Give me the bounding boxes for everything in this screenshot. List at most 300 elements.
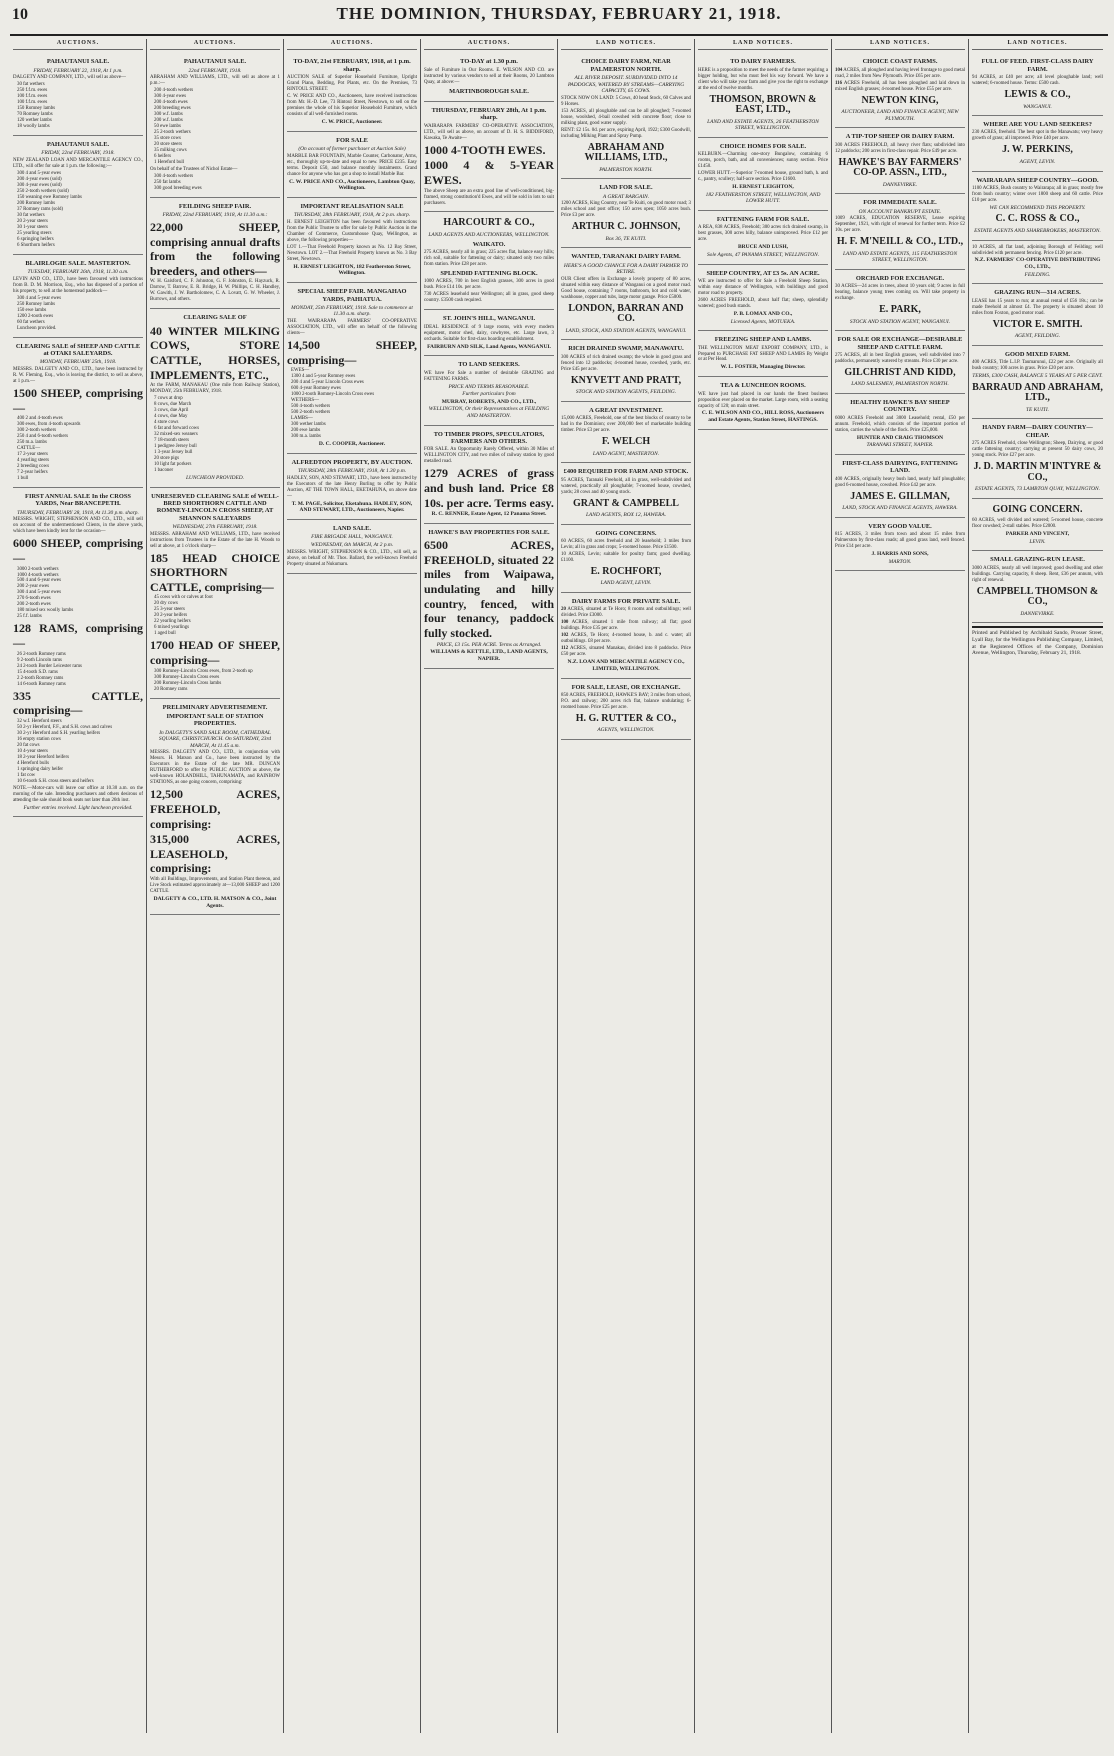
ad-lewis bbox=[972, 53, 1103, 116]
ad-title: WAIKATO. bbox=[472, 240, 506, 248]
ad-title: BLAIRLOGIE SALE. MASTERTON. bbox=[25, 259, 131, 267]
ad-orchard-exchange bbox=[835, 270, 965, 331]
ad-title: TO-DAY, 21st FEBRUARY, 1918, at 1 p.m. sharp. bbox=[293, 58, 411, 73]
list-item: 300 Romney-Lincoln Cross ewes, from 2-tooth up bbox=[154, 668, 253, 674]
ad-land-for-sale-bargain bbox=[561, 179, 691, 248]
ad-title: CHOICE HOMES FOR SALE. bbox=[719, 142, 807, 150]
item-list bbox=[13, 567, 143, 621]
column-head: AUCTIONS. bbox=[150, 39, 280, 50]
ad-subtitle: IMPORTANT SALE OF STATION PROPERTIES. bbox=[166, 712, 264, 728]
list-item: 112 ACRES, situated Manakau, divided into 8 paddocks. Price £50 per acre. bbox=[561, 646, 691, 658]
list-item: 16 empty station cows bbox=[17, 736, 61, 742]
ad-subtitle: SPLENDID FATTENING BLOCK. bbox=[440, 269, 538, 277]
ad-barraud bbox=[972, 346, 1103, 420]
list-item: 250 f.f.m. ewes bbox=[17, 88, 48, 94]
ad-headline: 335 CATTLE, comprising— bbox=[13, 688, 143, 718]
ad-body: HERE is a proposition to meet the needs of the farmer requiring a bigger holding, but who must feel his way forward. We have a client who will take your farm and give you the right to exchange at the end of twelve months. bbox=[698, 67, 828, 91]
list-item: 100 f.f.m. ewes bbox=[17, 94, 48, 100]
list-item: 250 fat lambs bbox=[154, 180, 181, 185]
ad-gilchrist-kidd bbox=[835, 331, 965, 394]
list-item: 102 ACRES, Te Horo; 4-roomed house, b. and c. water; all outbuildings. £8 per acre. bbox=[561, 633, 691, 645]
column-head: LAND NOTICES. bbox=[561, 39, 691, 50]
ad-feilding-coop bbox=[972, 241, 1103, 285]
list-item: 10 6-tooth S.H. cross steers and heifers bbox=[17, 778, 94, 784]
list-item: 3000 2-tooth wethers bbox=[17, 566, 59, 572]
advertiser-name: VICTOR E. SMITH. bbox=[992, 318, 1083, 330]
column-4 bbox=[421, 39, 558, 1733]
ad-body: 400 ACRES, Title L.I.P. Taumarunui, £22 per acre. Originally all bush country; 100 acres in grass. Price £20 per acre. bbox=[972, 360, 1103, 372]
list-item: 100 f.f.m. ewes bbox=[17, 100, 48, 106]
ad-date: 22nd FEBRUARY, 1918. bbox=[188, 67, 242, 74]
list-item: 300 Romney-Lincoln Cross ewes bbox=[154, 674, 220, 680]
ad-blairlogie-sale bbox=[13, 255, 143, 338]
advertiser-name: H. G. RUTTER & CO., bbox=[575, 712, 677, 724]
list-item: 300 4 and 5-year ewes bbox=[17, 590, 61, 596]
list-item: 25 2-tooth wethers bbox=[154, 130, 191, 136]
ad-sale-lease-exchange bbox=[561, 679, 691, 740]
ad-title: LAND FOR SALE. bbox=[599, 184, 653, 192]
item-list bbox=[13, 719, 143, 785]
ad-body: A REA, 838 ACRES, Freehold; 300 acres rich drained swamp, in best grasses, 300 acres hilly, balance unimproved. Price £12 per acre. bbox=[698, 225, 828, 243]
list-item: 300 4-year ewes (sold) bbox=[17, 183, 62, 189]
ad-headline: 12,500 ACRES, FREEHOLD, comprising: bbox=[150, 787, 280, 831]
list-item: 116 ACRES Freehold, all has been ploughed and laid down in mixed English grasses; 4-roomed house. Price £55 per acre. bbox=[835, 80, 965, 92]
list-item: 6 springing heifers bbox=[17, 236, 54, 242]
list-item: 300 w.f. lambs bbox=[154, 112, 183, 118]
ad-subtitle: LAND AGENTS AND AUCTIONEERS, WELLINGTON. bbox=[428, 231, 550, 238]
ad-title: GOOD MIXED FARM. bbox=[1004, 350, 1071, 358]
ad-body: 153 ACRES, all ploughable and can be all ploughed; 7-roomed house, woolshed, 4-bail cowshed with concrete floor; close to milking plant, good water supply. bbox=[561, 108, 691, 126]
list-item: 2 2-tooth Romney rams bbox=[17, 675, 64, 681]
ad-title: ST. JOHN'S HILL, WANGANUI. bbox=[442, 315, 536, 323]
advertiser-name: LONDON, BARRAN AND CO. bbox=[568, 302, 684, 325]
ad-body: 850 ACRES, FREEHOLD, HAWKE'S BAY; 3 miles from school, P.O. and railway; 200 acres rich flat, balance undulating; 6-roomed house. Price £25 per acre. bbox=[561, 692, 691, 710]
list-item: 1 springing dairy heifer bbox=[17, 766, 64, 772]
ad-subtitle: FIRE BRIGADE HALL, WANGANUI. bbox=[311, 534, 393, 541]
list-item: 7 2-year heifers bbox=[17, 470, 48, 476]
ad-headline: 315,000 ACRES, LEASEHOLD, comprising: bbox=[150, 832, 280, 876]
ad-unreserved-clearing-sale bbox=[150, 488, 280, 699]
advertiser-name: C. C. ROSS & CO., bbox=[995, 213, 1080, 225]
ad-title: HEALTHY HAWKE'S BAY SHEEP COUNTRY. bbox=[850, 399, 950, 414]
ad-body: WE CAN RECOMMEND THIS PROPERTY. bbox=[989, 204, 1086, 211]
ad-signature: T. M. PAGE, Solicitor, Eketahuna. HADLEY, SON, AND STEWART, LTD., Auctioneers, Napier. bbox=[291, 500, 413, 514]
list-item: 30 1-year steers bbox=[17, 224, 48, 230]
ad-body: ABRAHAM AND WILLIAMS, LTD., will sell as above at 1 p.m.:— bbox=[150, 75, 280, 87]
list-item: 14 6-tooth Romney rams bbox=[17, 681, 66, 687]
ad-headline: 1279 ACRES of grass and bush land. Price £8 10s. per acre. Terms easy. bbox=[424, 466, 554, 510]
list-item: 1000 4-tooth wethers bbox=[17, 572, 59, 578]
ad-signature: H. ERNEST LEIGHTON, bbox=[732, 184, 794, 191]
list-item: 300 4 and 5-year ewes bbox=[17, 171, 61, 177]
advertiser-place: LAND SALESMEN, PALMERSTON NORTH. bbox=[851, 381, 949, 388]
advertiser-place: Sole Agents, 47 PANAMA STREET, WELLINGTON. bbox=[706, 251, 820, 258]
list-item: 200 4 and 5-year Lincoln Cross ewes bbox=[291, 380, 364, 386]
advertiser-place: Licensed Agents, MOTUEKA. bbox=[730, 318, 796, 325]
column-8 bbox=[969, 39, 1106, 1733]
list-item: 300 4-year ewes bbox=[154, 94, 187, 100]
ad-subtitle: HERE'S A GOOD CHANCE FOR A DAIRY FARMER TO RETIRE. bbox=[563, 262, 689, 276]
ad-signature: MURRAY, ROBERTS, AND CO., LTD., bbox=[441, 398, 537, 405]
list-item: 35 store cows bbox=[154, 136, 181, 142]
list-item: 150 weaning ewe Romney lambs bbox=[17, 194, 82, 200]
ad-title: TO-DAY at 1.30 p.m. bbox=[460, 58, 518, 66]
ad-signature: J. HARRIS AND SONS, bbox=[871, 551, 929, 558]
newspaper-page bbox=[10, 4, 1108, 1744]
list-item: 18 woolly lambs bbox=[17, 124, 50, 130]
advertiser-place: LAND, STOCK, AND STATION AGENTS, WANGANUI. bbox=[565, 327, 687, 334]
ad-date: WEDNESDAY, 6th MARCH, At 2 p.m. bbox=[310, 542, 394, 549]
ad-title: TO DAIRY FARMERS. bbox=[730, 58, 796, 66]
list-item: 6 heifers bbox=[154, 154, 171, 160]
ad-body: PRICE, £3 15s. PER ACRE. Terms as Arranged. bbox=[436, 641, 542, 648]
list-item: 20 dry cows bbox=[154, 601, 178, 607]
list-item: 200 2-tooth ewes bbox=[17, 602, 51, 608]
ad-date: FRIDAY, FEBRUARY 22, 1918, At 1 p.m. bbox=[33, 67, 123, 74]
column-1 bbox=[10, 39, 147, 1733]
list-item: 120 wether lambs bbox=[17, 118, 52, 124]
ad-body: RENT: £2 15s. 0d. per acre, expiring April, 1922; £300 Goodwill, including Milking Plant and Spray Pump. bbox=[561, 127, 691, 139]
list-item: 26 2-tooth Romney rams bbox=[17, 651, 66, 657]
ad-harris-sons bbox=[835, 518, 965, 572]
list-item: 300 m.a. lambs bbox=[291, 434, 321, 440]
column-5 bbox=[558, 39, 695, 1733]
list-item: 50 2-yr Hereford, F.F., and S.H. cows and calves bbox=[17, 724, 113, 730]
ad-note: On behalf of the Trustees of Nichol Estate— bbox=[150, 167, 238, 173]
ad-body: 230 ACRES, freehold. The best spot in the Manawatu; very heavy growth of grass; all improved. Price £40 per acre. bbox=[972, 130, 1103, 142]
ad-body: 1200 ACRES, King Country, near Te Kuiti, on good motor road; 3 miles school and post office; 150 acres open; 1050 acres bush. Price £3 per acre. bbox=[561, 201, 691, 219]
ad-alfredton-property bbox=[287, 454, 417, 520]
ad-headline: 1000 4 & 5-YEAR EWES. bbox=[424, 158, 554, 187]
ad-feilding-sheep-fair bbox=[150, 198, 280, 309]
ad-pahautanui-sale-2 bbox=[13, 136, 143, 255]
ad-title: FULL OF FEED. FIRST-CLASS DAIRY FARM. bbox=[981, 58, 1094, 73]
advertiser-place: AGENT, FEILDING. bbox=[1014, 333, 1061, 340]
list-item: 60 fat wethers bbox=[17, 319, 45, 325]
ad-title: £400 REQUIRED FOR FARM AND STOCK. bbox=[563, 468, 689, 476]
list-item: 15 4-tooth S.D. rams bbox=[17, 669, 58, 675]
ad-body: 60 ACRES, 60 acres freehold and 20 leasehold; 3 miles from Levin; all in grass and crops; 5-roomed house. Price £1500. bbox=[561, 538, 691, 550]
advertiser-place: ESTATE AGENTS, 73 LAMBTON QUAY, WELLINGTON. bbox=[974, 486, 1100, 493]
advertiser-place: PALMERSTON NORTH. bbox=[599, 166, 653, 173]
ad-body: THE WAIRARAPA FARMERS' CO-OPERATIVE ASSOCIATION, LTD., will offer on behalf of the following clients— bbox=[287, 319, 417, 337]
list-item: 1 baconer bbox=[154, 468, 174, 473]
list-item: 20 fat cows bbox=[17, 742, 40, 748]
list-item: 70 Romney lambs bbox=[17, 112, 53, 118]
advertiser-place: TARANAKI STREET, NAPIER. bbox=[866, 442, 934, 449]
ad-title: PRELIMINARY ADVERTISEMENT. bbox=[162, 703, 268, 711]
ad-headline: 1000 4-TOOTH EWES. bbox=[424, 142, 546, 157]
column-head: LAND NOTICES. bbox=[698, 39, 828, 50]
ad-signature: R. C. RENNER, Estate Agent, 12 Panama Street. bbox=[431, 511, 547, 518]
list-item: 30 2-yr Hereford and S.H. yearling heifers bbox=[17, 730, 101, 736]
ad-title: GOING CONCERN. bbox=[992, 503, 1083, 515]
list-item: 4 store cows bbox=[154, 420, 179, 426]
ad-body: 10 ACRES, all flat land, adjoining Borough of Feilding; well subdivided with permanent fencing. Price £120 per acre. bbox=[972, 244, 1103, 256]
ad-marble-bar-fountain bbox=[287, 132, 417, 198]
advertiser-name: GILCHRIST AND KIDD, bbox=[844, 366, 956, 378]
advertiser-name: THOMSON, BROWN & EAST, LTD., bbox=[709, 93, 817, 116]
ad-body: 60 ACRES, well divided and watered; 5-roomed house, concrete floor cowshed; 2-stall stables. Price £2000. bbox=[972, 518, 1103, 530]
list-item: 17 2-year steers bbox=[17, 452, 48, 458]
ad-title: HAWKE'S BAY PROPERTIES FOR SALE. bbox=[428, 528, 550, 536]
ad-headline: 128 RAMS, comprising— bbox=[13, 621, 143, 650]
ad-title: CLEARING SALE of SHEEP AND CATTLE at OTAKI SALEYARDS. bbox=[15, 342, 141, 358]
ad-title: FEILDING SHEEP FAIR. bbox=[178, 202, 252, 210]
advertiser-place: LAND AGENTS, BOX 12, HAWERA. bbox=[585, 512, 667, 518]
advertiser-place: FEILDING. bbox=[1024, 271, 1051, 278]
ad-date: FRIDAY, 22nd FEBRUARY, 1918. bbox=[41, 150, 115, 157]
ad-title: FOR SALE bbox=[336, 136, 368, 144]
ad-perkins bbox=[972, 116, 1103, 171]
ad-title: LAND SALE. bbox=[333, 525, 371, 533]
ad-harcourt bbox=[424, 212, 554, 310]
ad-title: FIRST-CLASS DAIRYING, FATTENING LAND. bbox=[842, 459, 958, 475]
ad-body: AUCTION SALE of Superior Household Furniture, Upright Grand Piano, Bedding, Pot Plants, etc. On the Premises, 73 RINTOUL STREET. bbox=[287, 75, 417, 92]
ad-body: MARBLE BAR FOUNTAIN, Marble Counter, Carbonator, Arms, etc., thoroughly up-to-date and equal to new. PRICE £235. Easy terms. Deposit £50, and balance monthly instalments. Grand chance for anyone who has got a shop to install Marble Bar. bbox=[287, 153, 417, 177]
ad-subtitle: (On account of former purchaser at Auction Sale) bbox=[298, 145, 406, 152]
list-item: 10 4-year steers bbox=[17, 748, 48, 754]
ad-body: PRICE AND TERMS REASONABLE. bbox=[448, 383, 530, 390]
list-item: 200 ewe lambs bbox=[291, 428, 321, 434]
ad-signature: BRUCE AND LUSH, bbox=[738, 244, 788, 251]
ad-body: At the FARM, MANAKAU (One mile from Railway Station), MONDAY, 25th FEBRUARY, 1918. bbox=[150, 383, 280, 395]
ad-to-land-seekers bbox=[424, 356, 554, 425]
list-item: 600 4-year Romney ewes bbox=[291, 386, 341, 392]
list-item: 32 mixed-sex weaners bbox=[154, 432, 198, 438]
ad-title: A TIP-TOP SHEEP OR DAIRY FARM. bbox=[845, 133, 955, 141]
list-item: 20 2-year steers bbox=[17, 218, 48, 224]
item-list bbox=[13, 416, 143, 482]
ad-healthy-hawkes-bay bbox=[835, 394, 965, 455]
ad-great-investment bbox=[561, 402, 691, 463]
advertiser-name: F. WELCH bbox=[601, 436, 651, 448]
ad-signature: HUNTER AND CRAIG THOMSON bbox=[856, 434, 944, 441]
advertiser-place: TE KUITI. bbox=[1025, 406, 1050, 413]
ad-title: CHOICE DAIRY FARM, NEAR PALMERSTON NORTH. bbox=[581, 58, 671, 73]
ad-body: WE have just had placed in our hands the finest business proposition ever placed on the market. Large room, with a seating capacity of 120; on main street. bbox=[698, 391, 828, 409]
ad-signature: D. C. COOPER, Auctioneer. bbox=[318, 441, 386, 448]
ad-to-dairy-farmers bbox=[698, 53, 828, 137]
ad-dairy-farms-private bbox=[561, 593, 691, 679]
list-item: 400 2 and 4-tooth ewes bbox=[17, 416, 63, 422]
advertiser-name: JAMES E. GILLMAN, bbox=[850, 490, 950, 502]
list-item: 45 cows with or calves at foot bbox=[154, 595, 213, 601]
ad-body: LOT 1.—That Freehold Property known as No. 12 Bay Street, Newtown. LOT 2.—That Freehold Property known as No. 3 Bay Street, Newtown. bbox=[287, 244, 417, 262]
advertiser-name: CAMPBELL THOMSON & CO., bbox=[976, 585, 1099, 608]
list-item: 200 Romney-Lincoln Cross lambs bbox=[154, 680, 222, 686]
column-head: LAND NOTICES. bbox=[972, 39, 1103, 50]
advertiser-place: DANNEVIRKE. bbox=[1020, 610, 1055, 617]
ad-body: W. H. Gaisford, C. F. Johnston, G. F. Johnston, E. Hayzuck, R. Darrow, T. Barrow, E. R. Bridge, H. W. Phillips, C. H. Handley, W. Gawith, J. W. Bartholomew, C. A. Lovatt, G. W. Wheeler, J. Burrows, and others. bbox=[150, 279, 280, 303]
ad-title: FOR SALE, LEASE, OR EXCHANGE. bbox=[571, 683, 681, 691]
ad-freezing-sheep bbox=[698, 331, 828, 377]
ad-title: SPECIAL SHEEP FAIR. MANGAHAO YARDS, PAHIATUA. bbox=[297, 288, 407, 303]
ad-headline: 1700 HEAD OF SHEEP, comprising— bbox=[150, 638, 280, 667]
ad-title: DAIRY FARMS FOR PRIVATE SALE. bbox=[571, 597, 681, 605]
ad-title: IMPORTANT REALISATION SALE bbox=[300, 202, 404, 210]
advertiser-place: LAND, STOCK AND FINANCE AGENTS, HAWERA. bbox=[842, 505, 958, 512]
list-item: 6 mixed yearlings bbox=[154, 625, 190, 631]
ad-ross bbox=[972, 172, 1103, 241]
masthead bbox=[10, 4, 1108, 36]
advertiser-place: WANGANUI. bbox=[1023, 103, 1052, 110]
list-item: 6 fat and forward cows bbox=[154, 426, 200, 432]
list-item: 6 Shorthorn heifers bbox=[17, 242, 55, 248]
list-item: 4 cows, due May bbox=[154, 414, 188, 420]
ad-grant-campbell bbox=[561, 463, 691, 524]
ad-body: 1000 ACRES, 700 in best English grasses, 300 acres in good bush. Price £14 10s. per acre. bbox=[424, 279, 554, 291]
ad-body: 275 ACRES, nearly all in grass; 225 acres flat, balance easy hills; rich soil, suitable for fattening or dairy; situated only two miles from station. Price £28 per acre. bbox=[424, 249, 554, 267]
ad-date: THURSDAY, FEBRUARY 28, 1918, At 11.30 p.m. sharp. bbox=[17, 509, 139, 516]
ad-body: HADLEY, SON, AND STEWART, LTD., have been instructed by the Executors of the late Henry Burling to offer by Public Auction, AT THE TOWN HALL, EKETAHUNA, on above date— bbox=[287, 475, 417, 499]
ad-furniture-rooms bbox=[424, 53, 554, 102]
list-item: 4 Hereford bulls bbox=[17, 760, 50, 766]
ad-title: PAHAUTANUI SALE. bbox=[46, 141, 110, 149]
item-list bbox=[13, 82, 143, 130]
list-item: 270 6-tooth ewes bbox=[17, 596, 51, 602]
ad-subtitle: A GREAT BARGAIN. bbox=[602, 193, 650, 200]
ad-signature: W. L. FOSTER, Managing Director. bbox=[720, 364, 806, 371]
advertiser-name: KNYVETT AND PRATT, bbox=[570, 374, 682, 386]
ad-going-concern bbox=[972, 499, 1103, 552]
ad-body: MESSRS. WRIGHT, STEPHENSON AND CO., LTD., will sell on account of the undermentioned Clients, in the above yards, which have been kindly lent for the occasion— bbox=[13, 517, 143, 535]
ad-title: UNRESERVED CLEARING SALE of WELL-BRED SHORTHORN CATTLE AND ROMNEY-LINCOLN CROSS SHEEP, AT SHANNON SALEYARDS bbox=[151, 492, 279, 522]
ad-signature: PARKER AND VINCENT, bbox=[1005, 531, 1070, 538]
ad-date: THURSDAY, 28th FEBRUARY, 1918, At 2 p.m. sharp. bbox=[293, 212, 411, 219]
ad-body: 730 ACRES leasehold near Wellington; all in grass, good sheep country. £3500 cash required. bbox=[424, 292, 554, 304]
ad-body: Sale of Furniture in Our Rooms. E. WILSON AND CO. are instructed by various vendors to sell at their Rooms, 20 Lambton Quay, at above:— bbox=[424, 67, 554, 85]
ad-subtitle: ON ACCOUNT BANKRUPT ESTATE. bbox=[858, 208, 942, 215]
ad-title: ALFREDTON PROPERTY, BY AUCTION. bbox=[291, 458, 413, 466]
list-item: 300 4 and 5-year ewes bbox=[17, 295, 61, 301]
ad-title: TO LAND SEEKERS. bbox=[458, 361, 520, 369]
ad-body: FOR SALE. An Opportunity Rarely Offered, within 30 Miles of WELLINGTON CITY, and two miles of railway station by good metalled road. bbox=[424, 447, 554, 465]
ad-headline: 1500 SHEEP, comprising— bbox=[13, 385, 143, 415]
advertiser-place: LAND AGENT, LEVIN. bbox=[600, 580, 652, 587]
list-item: 18 2-year Hereford heifers bbox=[17, 754, 70, 760]
advertiser-name: NEWTON KING, bbox=[861, 94, 939, 106]
ad-title: VERY GOOD VALUE. bbox=[868, 522, 932, 530]
column-head: AUCTIONS. bbox=[424, 39, 554, 50]
column-head: AUCTIONS. bbox=[287, 39, 417, 50]
ad-body: 275 ACRES Freehold, close Wellington; Sheep, Dairying, or good cattle fattening country; carrying at present 50 dairy cows, 20 young stock. Price £27 per acre. bbox=[972, 441, 1103, 459]
ad-title: PAHAUTANUI SALE. bbox=[46, 58, 110, 66]
list-item: 200 breeding ewes bbox=[154, 106, 191, 112]
ad-body: THE WELLINGTON MEAT EXPORT COMPANY, LTD., is Prepared to PURCHASE FAT SHEEP AND LAMBS By Weight or at Per Head. bbox=[698, 345, 828, 363]
ad-tea-luncheon bbox=[698, 377, 828, 430]
ad-body: C. W. PRICE AND CO., Auctioneers, have received instructions from Mr. H.-D. Lee, 73 Rintoul Street, Newtown, to sell on the premises the whole of his Superior Household Furniture, which consists of all well-furnished rooms. bbox=[287, 93, 417, 117]
list-item: 300 2-tooth wethers bbox=[17, 428, 57, 434]
list-item: 20 Romney rams bbox=[154, 686, 188, 692]
ad-subtitle: ALL RIVER DEPOSIT. SUBDIVIDED INTO 14 PADDOCKS, WATERED BY STREAMS—CARRYING CAPACITY, 65 COWS. bbox=[567, 75, 685, 95]
ad-title: SMALL GRAZING-RUN LEASE. bbox=[990, 556, 1085, 564]
ad-signature: C. W. PRICE, Auctioneer. bbox=[321, 118, 383, 125]
list-item: 200 4-tooth ewes bbox=[154, 100, 188, 106]
ad-title: FREEZING SHEEP AND LAMBS. bbox=[714, 336, 812, 344]
list-item: 1 bull bbox=[17, 476, 29, 482]
item-list bbox=[287, 368, 417, 440]
list-item: 250 4 and 6-tooth wethers bbox=[17, 434, 69, 440]
list-item: 37 Romney rams (sold) bbox=[17, 206, 64, 212]
list-item: 180 mixed sex woolly lambs bbox=[17, 608, 74, 614]
page-number: 10 bbox=[12, 6, 28, 23]
list-item: 9 2-tooth Lincoln rams bbox=[17, 657, 62, 663]
item-list bbox=[150, 595, 280, 637]
list-item: 32 w.f. Hereford steers bbox=[17, 718, 62, 724]
list-item: 1 pedigree Jersey bull bbox=[154, 444, 197, 450]
ad-going-concerns bbox=[561, 525, 691, 593]
ad-body: KELBURN.—Charming one-story Bungalow, containing 6 rooms, porch, bath, and all conveniences; sunny section. Price £1450. bbox=[698, 152, 828, 170]
advertiser-place: STOCK AND STATION AGENT, WANGANUI. bbox=[849, 318, 951, 325]
ad-title: CLEARING SALE OF bbox=[183, 314, 247, 322]
list-item: 35 milking cows bbox=[154, 148, 187, 154]
ad-signature: N.Z. LOAN AND MERCANTILE AGENCY CO., LIMITED, WELLINGTON. bbox=[567, 659, 685, 672]
ad-signature: FAIRBURN AND SILK, Land Agents, WANGANUI. bbox=[427, 343, 551, 350]
ad-title: GRAZING RUN—314 ACRES. bbox=[994, 289, 1081, 297]
list-item: 10 light fat porkers bbox=[154, 462, 192, 468]
ad-title: THURSDAY, FEBRUARY 28th, At 1 p.m. sharp. bbox=[431, 106, 547, 122]
advertiser-name: J. W. PERKINS, bbox=[1002, 144, 1073, 156]
ad-body: LOWER HUTT.—Superior 7-roomed house, ground bath, h. and c., pantry, scullery; half-acre section. Price £1600. bbox=[698, 171, 828, 183]
ad-date: TUESDAY, FEBRUARY 26th, 1918, 11.30 a.m. bbox=[27, 269, 129, 276]
ad-st-johns-hill bbox=[424, 310, 554, 356]
ad-body: WAIRARAPA FARMERS' CO-OPERATIVE ASSOCIATION, LTD., will sell as above, on account of D. H. S. BIDDIFORD, Kawaka, Te Awaite— bbox=[424, 123, 554, 141]
ad-signature: C. W. PRICE AND CO., Auctioneers, Lambton Quay, Wellington. bbox=[289, 178, 415, 192]
ad-body: The above Sheep are an extra good line of well-conditioned, big-framed, strong constitution'd Ewes, and will be sold in lots to suit purchasers. bbox=[424, 188, 554, 206]
list-item: 1300 4 and 5-year Romney ewes bbox=[291, 374, 356, 380]
list-item: 25 f.f. lambs bbox=[17, 614, 42, 620]
advertiser-place: AGENT, LEVIN. bbox=[1019, 158, 1056, 165]
ad-body: 95 ACRES, Taranaki Freehold, all in grass, well-subdivided and watered, practically all ploughable; 7-roomed house, cowshed, yards; 28 cows and 40 young stock. bbox=[561, 477, 691, 495]
list-item: 30 fat wethers bbox=[17, 212, 45, 218]
list-item: 20 store steers bbox=[154, 142, 182, 148]
ad-headline: 40 WINTER MILKING COWS, STORE CATTLE, HORSES, IMPLEMENTS, ETC., bbox=[150, 323, 280, 382]
list-item: 300 wether lambs bbox=[291, 422, 326, 428]
item-list bbox=[150, 174, 280, 192]
column-2 bbox=[147, 39, 284, 1733]
ad-headline: 6500 ACRES, FREEHOLD, situated 22 miles from Waipawa, undulating and hilly country, fenced, with four tenancy, paddock fully stocked. bbox=[424, 538, 554, 640]
list-item: 300 good breeding ewes bbox=[154, 185, 202, 191]
ad-special-sheep-fair bbox=[287, 283, 417, 454]
ad-headline: 14,500 SHEEP, comprising— bbox=[287, 338, 417, 367]
ad-body: 300 ACRES of rich drained swamp; the whole in good grass and fenced into 12 paddocks; 4-roomed house, cowshed, yards, etc. Price £45 per acre. bbox=[561, 354, 691, 372]
advertiser-name: E. PARK, bbox=[879, 304, 921, 316]
column-7 bbox=[832, 39, 969, 1733]
list-item: Luncheon provided. bbox=[17, 325, 57, 331]
list-item: WETHERS— bbox=[291, 398, 319, 404]
ad-campbell-thomson bbox=[972, 551, 1103, 623]
ad-body: 815 ACRES, 3 miles from town and about 15 miles from Palmerston by first-class roads; all good grass land, well fenced. Price £14 per acre. bbox=[835, 532, 965, 550]
list-item: 3 cows, due April bbox=[154, 408, 189, 414]
ad-rich-drained-swamp bbox=[561, 340, 691, 401]
ad-subtitle: WELLINGTON, Or their Representatives at FEILDING AND MASTERTON. bbox=[428, 406, 550, 420]
ad-date: In DALGETY'S SAND SALE ROOM, CATHEDRAL SQUARE, CHRISTCHURCH. On SATURDAY, 23rd MARCH, At 11.45 a.m. bbox=[158, 729, 272, 749]
list-item: 24 2-tooth Border Leicester rams bbox=[17, 663, 82, 669]
list-item: 200 4-year ewes (sold) bbox=[17, 177, 62, 183]
ad-body: OUR Client offers in Exchange a lovely property of 80 acres, situated within easy distance of Wanganui on a good motor road. Good house, containing 7 rooms, bathroom, hot and cold water, washhouse, copper and tubs, large motor garage. Price £5000. bbox=[561, 276, 691, 300]
advertiser-place: MARTON. bbox=[888, 558, 912, 565]
ad-body: 400 ACRES, originally heavy bush land, nearly half ploughable; good 6-roomed house, cowshed. Price £42 per acre. bbox=[835, 476, 965, 488]
ad-signature: C. E. WILSON AND CO., HILL ROSS, Auctioneers and Estate Agents, Station Street, HASTINGS. bbox=[701, 410, 825, 424]
ad-preliminary-advertisement bbox=[150, 699, 280, 916]
list-item: 1 3-year Jersey bull bbox=[154, 450, 193, 456]
list-item: 50 ewe lambs bbox=[154, 124, 181, 130]
item-list bbox=[13, 296, 143, 332]
ad-body: LEASE has 15 years to run; at annual rental of £56 18s.; can be made freehold at almost £4. The property is situated about 10 miles from Foxton, good motor road. bbox=[972, 298, 1103, 316]
ad-body: Further particulars from bbox=[462, 391, 516, 398]
advertiser-place: AUCTIONEER, LAND AND FINANCE AGENT, NEW PLYMOUTH. bbox=[841, 109, 959, 122]
